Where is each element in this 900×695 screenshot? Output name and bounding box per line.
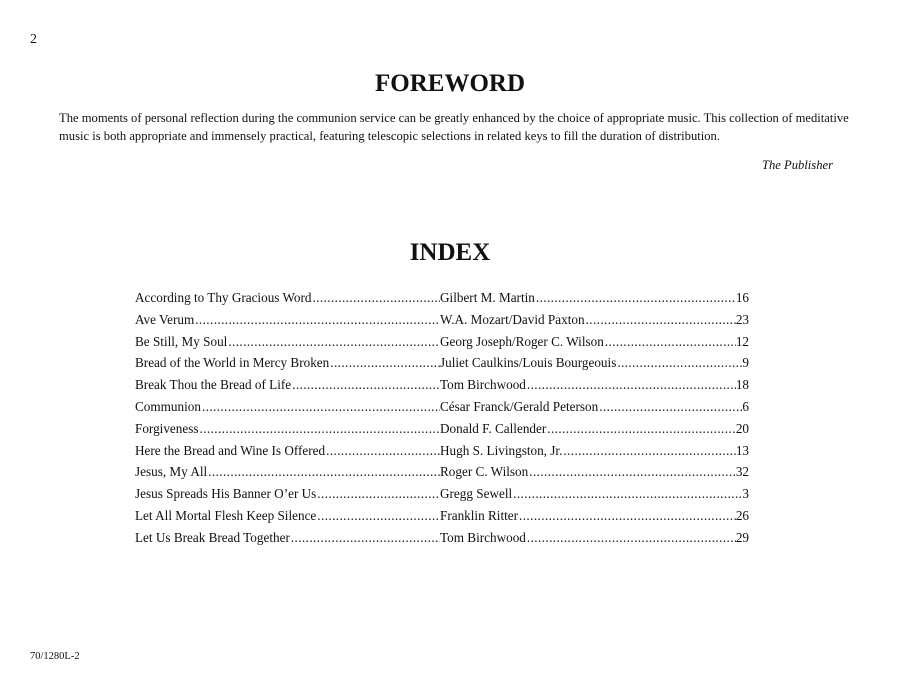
dot-leader <box>598 396 742 418</box>
dot-leader <box>325 440 440 462</box>
index-entry-composer: César Franck/Gerald Peterson <box>440 398 599 414</box>
index-entry-title: Forgiveness <box>135 420 199 436</box>
dot-leader <box>316 483 440 505</box>
index-row <box>135 527 749 549</box>
index-entry-page: 23 <box>735 311 749 327</box>
page-number: 2 <box>30 32 37 47</box>
index-row <box>135 483 749 505</box>
index-entry-composer: Hugh S. Livingston, Jr. <box>440 442 563 458</box>
foreword-body: The moments of personal reflection during the communion service can be greatly enhanced by the choice of appropriate music. This collection of meditative music is both appropriate and immensely practical, featuring telescopic selections in related keys to fill the duration of distribution. <box>59 111 849 143</box>
dot-leader <box>526 527 736 549</box>
index-entry-title: Jesus Spreads His Banner O’er Us <box>135 486 317 502</box>
index-entry-page: 6 <box>742 398 749 414</box>
index-entry-composer: Gregg Sewell <box>440 486 513 502</box>
dot-leader <box>512 483 742 505</box>
dot-leader <box>546 418 736 440</box>
dot-leader <box>227 331 440 353</box>
footer-code: 70/1280L-2 <box>30 651 80 662</box>
index-entry-composer: Tom Birchwood <box>440 529 526 545</box>
dot-leader <box>291 374 440 396</box>
index-entry-composer: Franklin Ritter <box>440 507 519 523</box>
index-row <box>135 418 749 440</box>
index-entry-composer: W.A. Mozart/David Paxton <box>440 311 585 327</box>
index-entry-page: 29 <box>735 529 749 545</box>
index-entry-composer: Georg Joseph/Roger C. Wilson <box>440 333 604 349</box>
index-entry-page: 3 <box>742 486 749 502</box>
dot-leader <box>207 461 440 483</box>
index-row <box>135 505 749 527</box>
dot-leader <box>528 461 736 483</box>
dot-leader <box>585 309 736 331</box>
index-entry-composer: Gilbert M. Martin <box>440 290 535 305</box>
dot-leader <box>311 287 440 309</box>
index-entry-composer: Tom Birchwood <box>440 377 526 393</box>
index-entry-page: 13 <box>735 442 749 458</box>
index-entry-title: Break Thou the Bread of Life <box>135 377 292 393</box>
dot-leader <box>329 352 440 374</box>
dot-leader <box>604 331 736 353</box>
index-entry-composer: Donald F. Callender <box>440 420 547 436</box>
index-entry-page: 16 <box>735 290 749 305</box>
index-entry-page: 18 <box>735 377 749 393</box>
index-entry-title: Communion <box>135 398 201 414</box>
index-entry-composer: Roger C. Wilson <box>440 464 529 480</box>
index-entry-title: Be Still, My Soul <box>135 333 228 349</box>
index-entry-page: 9 <box>742 355 749 371</box>
dot-leader <box>201 396 440 418</box>
index-entry-page: 12 <box>735 333 749 349</box>
foreword-signature: The Publisher <box>761 158 833 172</box>
index-entry-title: Ave Verum <box>135 311 195 327</box>
index-entry-title: According to Thy Gracious Word <box>135 290 312 305</box>
index-entry-page: 32 <box>735 464 749 480</box>
dot-leader <box>562 440 735 462</box>
index-row <box>135 331 749 353</box>
dot-leader <box>535 287 736 309</box>
index-row <box>135 287 749 309</box>
foreword-title: FOREWORD <box>375 70 525 97</box>
index-list <box>135 287 749 549</box>
index-entry-title: Let Us Break Bread Together <box>135 529 290 545</box>
dot-leader <box>194 309 440 331</box>
index-row <box>135 309 749 331</box>
index-row <box>135 352 749 374</box>
index-entry-title: Bread of the World in Mercy Broken <box>135 355 330 371</box>
dot-leader <box>616 352 742 374</box>
index-entry-page: 20 <box>735 420 749 436</box>
index-row <box>135 374 749 396</box>
index-entry-page: 26 <box>735 507 749 523</box>
index-title: INDEX <box>409 239 491 266</box>
dot-leader <box>290 527 440 549</box>
index-row <box>135 396 749 418</box>
dot-leader <box>199 418 441 440</box>
index-entry-title: Jesus, My All <box>135 464 208 480</box>
index-entry-title: Let All Mortal Flesh Keep Silence <box>135 507 317 523</box>
dot-leader <box>526 374 736 396</box>
dot-leader <box>316 505 440 527</box>
index-row <box>135 440 749 462</box>
dot-leader <box>518 505 736 527</box>
index-row <box>135 461 749 483</box>
index-entry-title: Here the Bread and Wine Is Offered <box>135 442 326 458</box>
index-entry-composer: Juliet Caulkins/Louis Bourgeouis <box>440 355 617 371</box>
